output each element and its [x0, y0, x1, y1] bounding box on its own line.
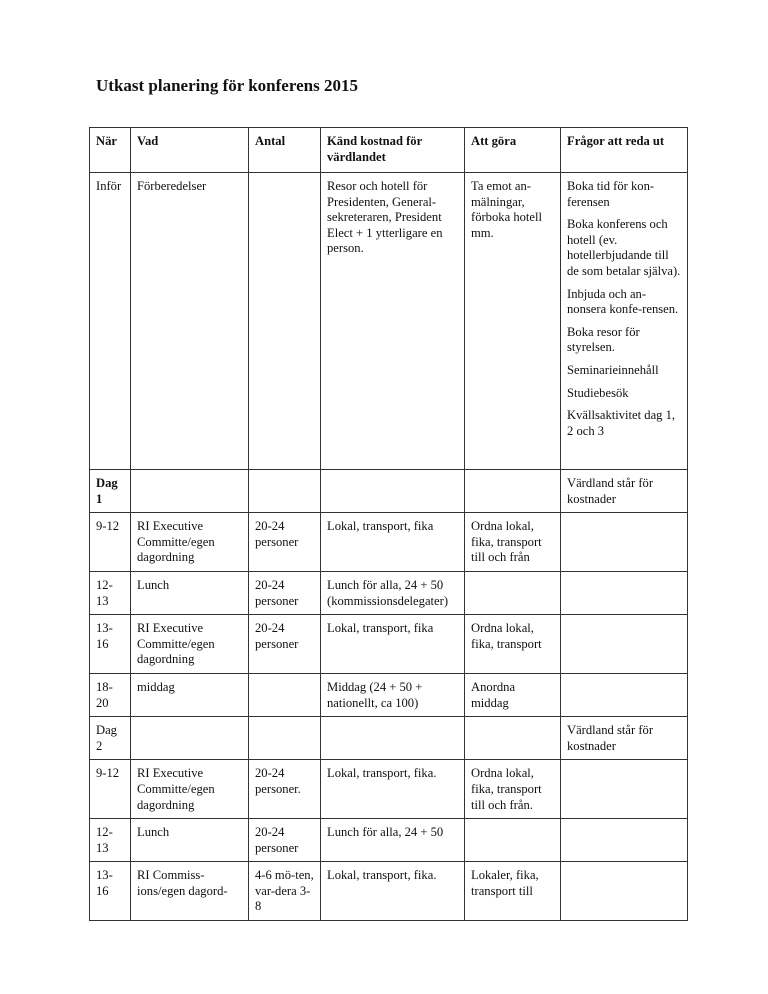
cell-kostnad: Lunch för alla, 24 + 50 (kommissionsdelegater) [321, 571, 465, 614]
cell-nar: 13-16 [90, 615, 131, 674]
fragor-item: Studiebesök [567, 385, 629, 400]
cell-antal: 20-24 personer [249, 513, 321, 572]
cell-nar: 13-16 [90, 862, 131, 921]
cell-antal [249, 173, 321, 470]
cell-vad: RI Commiss-ions/egen dagord- [131, 862, 249, 921]
cell-nar: Dag 2 [90, 717, 131, 760]
header-antal: Antal [249, 128, 321, 173]
cell-nar: 9-12 [90, 760, 131, 819]
cell-gora [465, 470, 561, 513]
cell-vad: middag [131, 673, 249, 716]
fragor-item: Värdland står för kostnader [567, 723, 654, 753]
fragor-item: Boka konferens och hotell (ev. hotellerbjudande till de som betalar själva). [567, 217, 681, 278]
cell-gora [465, 717, 561, 760]
table-row [90, 513, 688, 572]
cell-vad: Förberedelser [131, 173, 249, 470]
table-row [90, 615, 688, 674]
cell-kostnad: Lokal, transport, fika. [321, 760, 465, 819]
cell-fragor [561, 717, 688, 760]
cell-fragor [561, 760, 688, 819]
cell-vad: Lunch [131, 819, 249, 862]
cell-nar: 12-13 [90, 571, 131, 614]
cell-kostnad: Middag (24 + 50 + nationellt, ca 100) [321, 673, 465, 716]
cell-vad [131, 470, 249, 513]
cell-antal: 20-24 personer [249, 615, 321, 674]
cell-antal: 4-6 mö-ten, var-dera 3-8 [249, 862, 321, 921]
fragor-item: Inbjuda och an-nonsera konfe-rensen. [567, 286, 679, 317]
cell-fragor [561, 862, 688, 921]
cell-nar: 9-12 [90, 513, 131, 572]
cell-kostnad: Lokal, transport, fika. [321, 862, 465, 921]
cell-fragor [561, 673, 688, 716]
cell-gora: Ordna lokal, fika, transport till och från. [465, 760, 561, 819]
cell-gora [465, 571, 561, 614]
fragor-item: Kvällsaktivitet dag 1, 2 och 3 [567, 408, 676, 438]
cell-fragor [561, 571, 688, 614]
cell-kostnad [321, 470, 465, 513]
table-header-row [90, 128, 688, 173]
fragor-item: Boka resor för styrelsen. [567, 324, 640, 355]
cell-vad: Lunch [131, 571, 249, 614]
cell-gora: Ta emot an-mälningar, förboka hotell mm. [465, 173, 561, 470]
planning-table [89, 127, 688, 921]
cell-kostnad [321, 717, 465, 760]
cell-gora [465, 819, 561, 862]
cell-fragor [561, 470, 688, 513]
cell-vad: RI Executive Committe/egen dagordning [131, 760, 249, 819]
cell-antal: 20-24 personer. [249, 760, 321, 819]
table-row [90, 173, 688, 470]
cell-fragor [561, 615, 688, 674]
table-body [90, 173, 688, 921]
cell-antal [249, 470, 321, 513]
table-row [90, 819, 688, 862]
cell-nar: Dag 1 [90, 470, 131, 513]
cell-kostnad: Lokal, transport, fika [321, 513, 465, 572]
header-vad: Vad [131, 128, 249, 173]
table-row [90, 717, 688, 760]
fragor-item: Värdland står för kostnader [567, 476, 654, 506]
cell-nar: Inför [90, 173, 131, 470]
cell-kostnad: Lunch för alla, 24 + 50 [321, 819, 465, 862]
cell-vad: RI Executive Committe/egen dagordning [131, 513, 249, 572]
cell-antal: 20-24 personer [249, 571, 321, 614]
cell-kostnad: Lokal, transport, fika [321, 615, 465, 674]
cell-gora: Lokaler, fika, transport till [465, 862, 561, 921]
table-row [90, 862, 688, 921]
cell-antal [249, 717, 321, 760]
cell-antal: 20-24 personer [249, 819, 321, 862]
cell-fragor [561, 819, 688, 862]
fragor-item: Seminarieinnehåll [567, 362, 659, 377]
cell-vad [131, 717, 249, 760]
table-row [90, 760, 688, 819]
header-kostnad: Känd kostnad för värdlandet [321, 128, 465, 173]
cell-fragor [561, 513, 688, 572]
cell-kostnad: Resor och hotell för Presidenten, General-sekreteraren, President Elect + 1 ytterligare en person. [321, 173, 465, 470]
cell-nar: 18-20 [90, 673, 131, 716]
header-gora: Att göra [465, 128, 561, 173]
table-row [90, 470, 688, 513]
cell-antal [249, 673, 321, 716]
cell-nar: 12-13 [90, 819, 131, 862]
cell-fragor [561, 173, 688, 470]
cell-vad: RI Executive Committe/egen dagordning [131, 615, 249, 674]
cell-gora: Ordna lokal, fika, transport till och från [465, 513, 561, 572]
cell-gora: Anordna middag [465, 673, 561, 716]
cell-gora: Ordna lokal, fika, transport [465, 615, 561, 674]
document-title: Utkast planering för konferens 2015 [96, 76, 358, 95]
header-nar: När [90, 128, 131, 173]
table-row [90, 673, 688, 716]
table-row [90, 571, 688, 614]
fragor-item: Boka tid för kon-ferensen [567, 179, 655, 209]
header-fragor: Frågor att reda ut [561, 128, 688, 173]
